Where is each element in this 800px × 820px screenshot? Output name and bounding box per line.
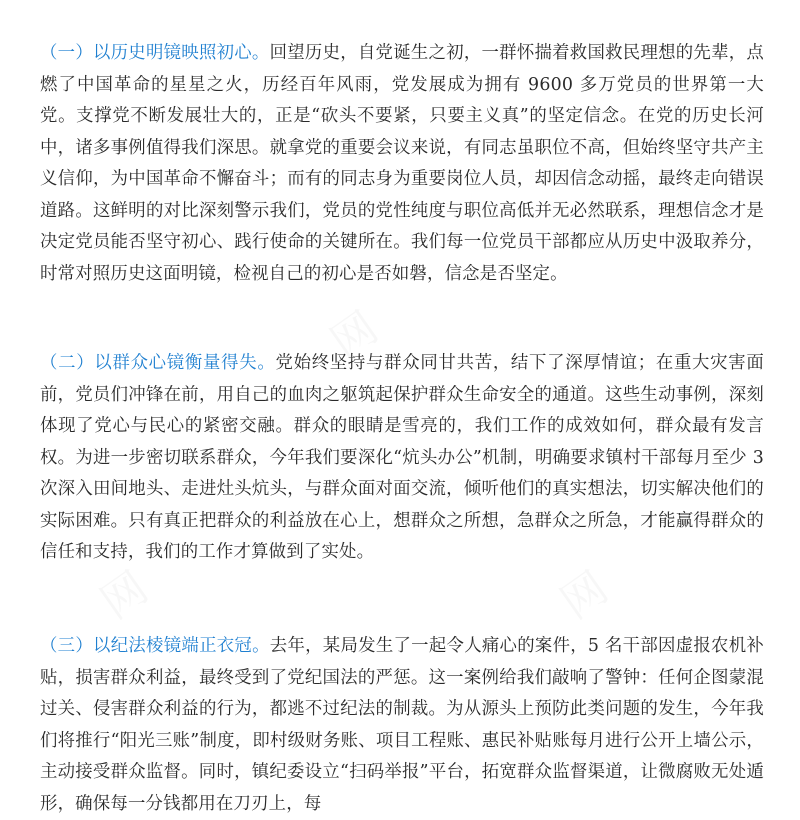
watermark: 网	[321, 302, 388, 370]
section-1-heading: （一）以历史明镜映照初心。	[40, 43, 270, 63]
section-3-body: 去年，某局发生了一起令人痛心的案件，5 名干部因虚报农机补贴，损害群众利益，最终受到了党纪国法的严惩。这一案例给我们敲响了警钟：任何企图蒙混过关、侵害群众利益的行为，都逃不过纪法的制裁。为从源头上预防此类问题的发生，今年我们将推行“阳光三账”制度，即村级财务账、项目工程账、惠民补贴账每月进行公开上墙公示，主动接受群众监督。同时，镇纪委设立“扫码举报”平台，拓宽群众监督渠道，让微腐败无处遁形，确保每一分钱都用在刀刃上，每	[40, 636, 764, 814]
watermark: 网	[91, 562, 158, 630]
section-1	[40, 38, 764, 290]
watermark: 网	[551, 562, 618, 630]
section-3	[40, 631, 764, 820]
section-1-body: 回望历史，自党诞生之初，一群怀揣着救国救民理想的先辈，点燃了中国革命的星星之火，历经百年风雨，党发展成为拥有 9600 多万党员的世界第一大党。支撑党不断发展壮大的，正是“砍头不要紧，只要主义真”的坚定信念。在党的历史长河中，诸多事例值得我们深思。就拿党的重要会议来说，有同志虽职位不高，但始终坚守共产主义信仰，为中国革命不懈奋斗；而有的同志身为重要岗位人员，却因信念动摇，最终走向错误道路。这鲜明的对比深刻警示我们，党员的党性纯度与职位高低并无必然联系，理想信念才是决定党员能否坚守初心、践行使命的关键所在。我们每一位党员干部都应从历史中汲取养分，时常对照历史这面明镜，检视自己的初心是否如磐，信念是否坚定。	[40, 43, 765, 284]
section-2-body: 党始终坚持与群众同甘共苦，结下了深厚情谊；在重大灾害面前，党员们冲锋在前，用自己的血肉之躯筑起保护群众生命安全的通道。这些生动事例，深刻体现了党心与民心的紧密交融。群众的眼睛是雪亮的，我们工作的成效如何，群众最有发言权。为进一步密切联系群众，今年我们要深化“炕头办公”机制，明确要求镇村干部每月至少 3 次深入田间地头、走进灶头炕头，与群众面对面交流，倾听他们的真实想法，切实解决他们的实际困难。只有真正把群众的利益放在心上，想群众之所想，急群众之所急，才能赢得群众的信任和支持，我们的工作才算做到了实处。	[40, 353, 764, 562]
section-3-heading: （三）以纪法棱镜端正衣冠。	[40, 636, 270, 656]
section-2-heading: （二）以群众心镜衡量得失。	[40, 353, 276, 373]
section-2	[40, 348, 764, 569]
